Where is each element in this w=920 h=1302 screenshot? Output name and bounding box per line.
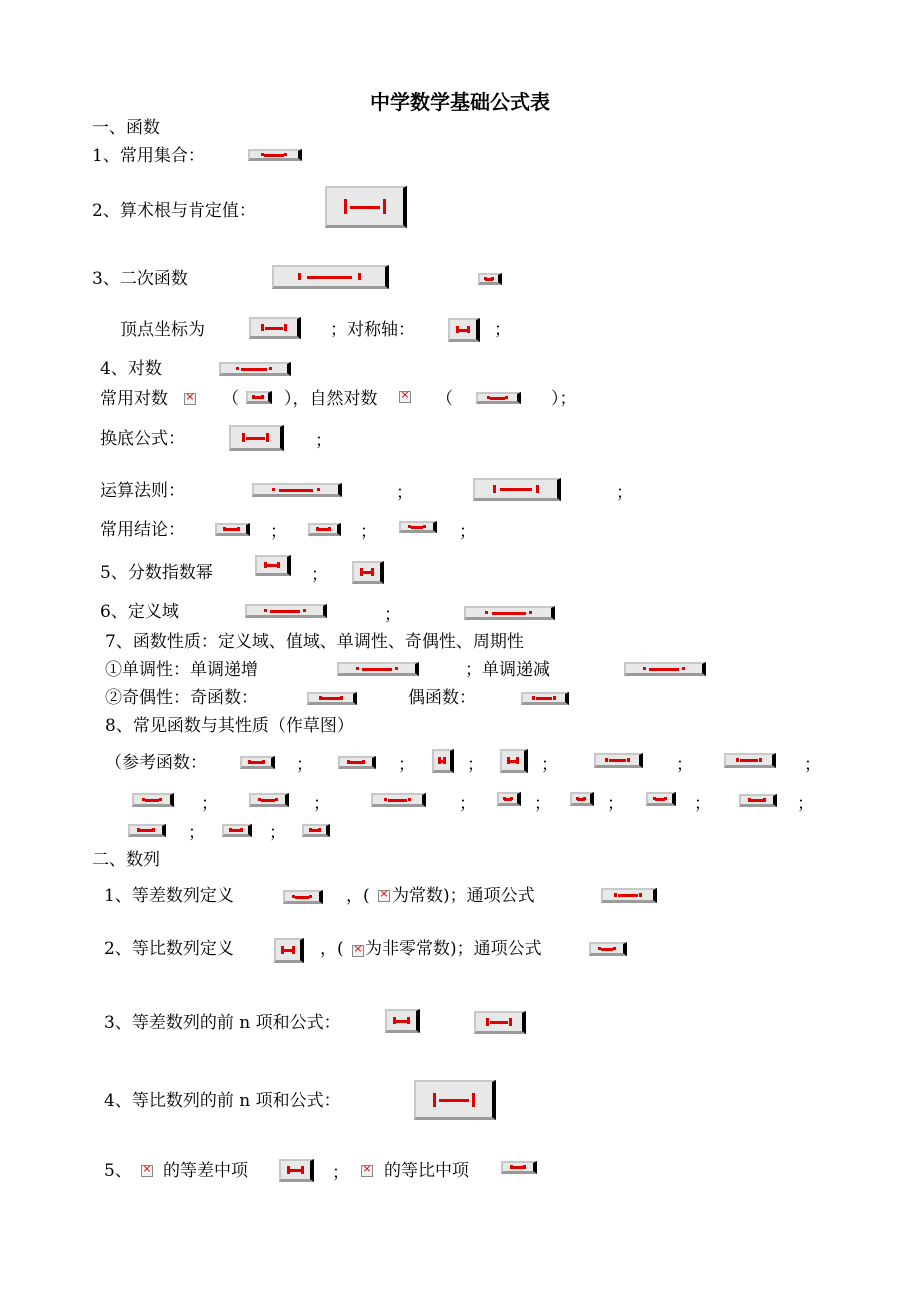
reference-label: （参考函数： xyxy=(105,753,207,773)
semicolon: ； xyxy=(534,794,551,814)
formula-image xyxy=(249,793,289,807)
common-log-label: 常用对数 xyxy=(100,389,168,409)
semicolon: ； xyxy=(313,794,330,814)
formula-image xyxy=(245,604,327,618)
formula-image xyxy=(385,1009,420,1033)
formula-image xyxy=(501,1161,537,1174)
formula-image xyxy=(497,792,521,806)
formula-image xyxy=(229,425,284,451)
natural-log-label: ），自然对数 xyxy=(284,389,378,409)
monotonic-increasing: ①单调性：单调递增 xyxy=(105,660,258,680)
formula-image xyxy=(246,391,272,404)
conclusions-label: 常用结论： xyxy=(100,520,185,540)
line-roots-abs: 2、算术根与肯定值： xyxy=(92,201,256,221)
semicolon: ； xyxy=(676,755,693,775)
formula-image xyxy=(248,149,302,161)
formula-image xyxy=(352,945,364,957)
line-common-sets: 1、常用集合： xyxy=(92,146,205,166)
rules-label: 运算法则： xyxy=(100,481,185,501)
formula-image xyxy=(307,692,357,705)
line-common-functions: 8、常见函数与其性质（作草图） xyxy=(105,716,354,736)
formula-image xyxy=(414,1080,496,1120)
formula-image xyxy=(240,756,275,769)
formula-image xyxy=(215,523,250,536)
formula-image xyxy=(432,749,454,773)
paren-close: ）； xyxy=(551,389,577,409)
semicolon: ； xyxy=(332,1163,349,1183)
formula-image xyxy=(283,890,323,904)
formula-image xyxy=(352,561,384,584)
formula-image xyxy=(624,662,706,676)
formula-image xyxy=(646,792,676,806)
section-heading-sequences: 二、数列 xyxy=(92,850,160,870)
semicolon: ； xyxy=(270,522,287,542)
semicolon: ； xyxy=(311,565,328,585)
semicolon: ； xyxy=(396,483,413,503)
formula-image xyxy=(255,555,291,576)
formula-image xyxy=(308,523,341,536)
formula-image xyxy=(219,362,291,376)
page-title: 中学数学基础公式表 xyxy=(370,90,550,114)
semicolon: ； xyxy=(296,755,313,775)
geometric-general-term: 为非零常数)；通项公式 xyxy=(365,939,542,959)
formula-image xyxy=(399,521,437,533)
arithmetic-general-term: 为常数)；通项公式 xyxy=(392,886,535,906)
formula-image xyxy=(570,792,594,806)
semicolon: ； xyxy=(188,823,205,843)
formula-image xyxy=(476,392,521,404)
semicolon: ； xyxy=(459,522,476,542)
formula-image xyxy=(478,273,502,285)
paren-open-2: （ xyxy=(436,389,453,409)
arithmetic-mean: 的等差中项 xyxy=(163,1161,248,1181)
formula-image xyxy=(594,753,643,768)
semicolon: ； xyxy=(360,522,377,542)
formula-image xyxy=(371,793,426,807)
semicolon: ； xyxy=(804,755,821,775)
change-base-label: 换底公式： xyxy=(100,429,185,449)
geometric-sum: 4、等比数列的前 n 项和公式： xyxy=(104,1091,341,1111)
semicolon: ； xyxy=(384,605,401,625)
semicolon: ； xyxy=(616,483,633,503)
formula-image xyxy=(252,483,342,497)
formula-image xyxy=(302,824,330,837)
middle-terms-number: 5、 xyxy=(104,1161,132,1181)
formula-image xyxy=(279,1159,314,1182)
semicolon: ； xyxy=(607,794,624,814)
formula-image xyxy=(589,942,627,956)
semicolon: ； xyxy=(541,755,558,775)
formula-image xyxy=(399,391,411,403)
semicolon: ； xyxy=(694,794,711,814)
formula-image xyxy=(739,794,777,807)
formula-image xyxy=(500,749,528,773)
monotonic-decreasing: ；单调递减 xyxy=(465,660,550,680)
formula-image xyxy=(601,888,657,903)
vertex-label: 顶点坐标为 xyxy=(120,320,205,340)
formula-image xyxy=(274,938,304,963)
formula-image xyxy=(361,1165,373,1177)
formula-image xyxy=(337,662,419,676)
formula-image xyxy=(338,756,376,769)
formula-image xyxy=(464,606,555,620)
line-logarithm: 4、对数 xyxy=(100,359,162,379)
semicolon: ； xyxy=(467,755,484,775)
semicolon: ； xyxy=(459,794,476,814)
formula-image xyxy=(724,753,776,768)
semicolon: ； xyxy=(269,823,286,843)
parity-even: 偶函数： xyxy=(408,688,476,708)
formula-image xyxy=(474,1011,526,1034)
formula-image xyxy=(448,318,480,342)
formula-image xyxy=(325,186,407,228)
semicolon: ； xyxy=(398,755,415,775)
parity-odd: ②奇偶性：奇函数： xyxy=(105,688,258,708)
section-heading-functions: 一、函数 xyxy=(92,118,160,138)
text-fragment: ，( xyxy=(320,939,344,959)
formula-image xyxy=(222,824,252,837)
paren-open: （ xyxy=(222,389,239,409)
line-domain: 6、定义域 xyxy=(100,602,179,622)
geometric-mean: 的等比中项 xyxy=(384,1161,469,1181)
axis-label: ；对称轴： xyxy=(330,320,415,340)
semicolon: ； xyxy=(494,320,511,340)
formula-image xyxy=(249,317,301,339)
formula-image xyxy=(141,1165,153,1177)
text-fragment: ，( xyxy=(346,886,370,906)
formula-image xyxy=(272,265,389,289)
formula-image xyxy=(184,393,196,405)
semicolon: ； xyxy=(797,794,814,814)
formula-image xyxy=(132,793,174,807)
line-fractional-power: 5、分数指数幂 xyxy=(100,563,213,583)
formula-image xyxy=(473,478,561,501)
formula-image xyxy=(378,890,390,902)
semicolon: ； xyxy=(201,794,218,814)
line-function-properties: 7、函数性质：定义域、值域、单调性、奇偶性、周期性 xyxy=(105,632,524,652)
semicolon: ； xyxy=(315,431,332,451)
arithmetic-sum: 3、等差数列的前 n 项和公式： xyxy=(104,1013,341,1033)
formula-image xyxy=(128,824,166,837)
formula-image xyxy=(521,692,569,705)
line-quadratic: 3、二次函数 xyxy=(92,269,188,289)
arithmetic-definition: 1、等差数列定义 xyxy=(104,886,234,906)
geometric-definition: 2、等比数列定义 xyxy=(104,939,234,959)
